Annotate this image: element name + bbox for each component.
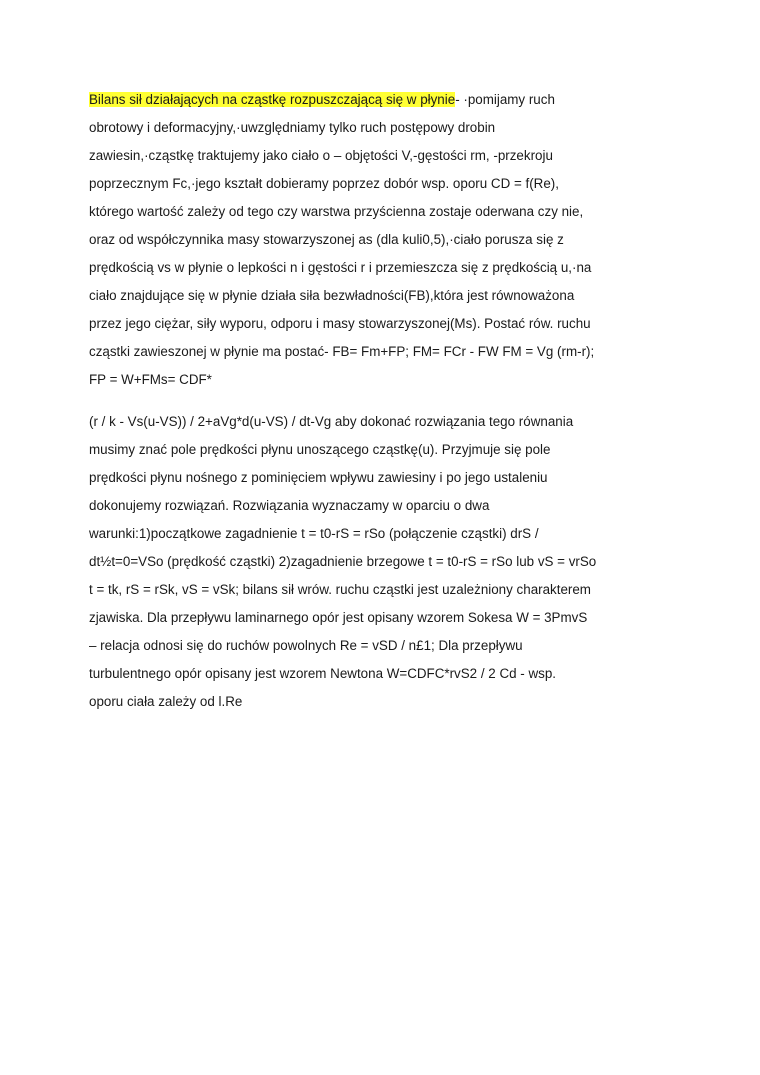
paragraph-1-line-first [89,86,689,114]
paragraph-1-line: ciało znajdujące się w płynie działa siła bezwładności(FB),która jest równoważona [89,288,575,303]
highlighted-heading: Bilans sił działających na cząstkę rozpuszczającą się w płynie [89,92,456,107]
paragraph-2 [89,408,689,716]
paragraph-1-line: cząstki zawieszonej w płynie ma postać- FB= Fm+FP; FM= FCr - FW FM = Vg (rm-r); [89,344,595,359]
paragraph-1-line: przez jego ciężar, siły wyporu, odporu i masy stowarzyszonej(Ms). Postać rów. ruchu [89,316,591,331]
paragraph-2-line: dt½t=0=VSo (prędkość cząstki) 2)zagadnienie brzegowe t = t0-rS = rSo lub vS = vrSo [89,554,597,569]
paragraph-1-line: prędkością vs w płynie o lepkości n i gęstości r i przemieszcza się z prędkością u,·na [89,260,592,275]
paragraph-2-line: dokonujemy rozwiązań. Rozwiązania wyznaczamy w oparciu o dwa [89,498,490,513]
paragraph-2-line: warunki:1)początkowe zagadnienie t = t0-rS = rSo (połączenie cząstki) drS / [89,526,539,541]
paragraph-1-line: którego wartość zależy od tego czy warstwa przyścienna zostaje oderwana czy nie, [89,204,584,219]
paragraph-2-line: – relacja odnosi się do ruchów powolnych Re = vSD / n£1; Dla przepływu [89,638,523,653]
paragraph-2-line: musimy znać pole prędkości płynu unoszącego cząstkę(u). Przyjmuje się pole [89,442,551,457]
first-line-rest: - ·pomijamy ruch [455,92,555,107]
paragraph-2-line: turbulentnego opór opisany jest wzorem Newtona W=CDFC*rvS2 / 2 Cd - wsp. [89,666,557,681]
paragraph-2-line: (r / k - Vs(u-VS)) / 2+aVg*d(u-VS) / dt-Vg aby dokonać rozwiązania tego równania [89,414,574,429]
paragraph-2-line: prędkości płynu nośnego z pominięciem wpływu zawiesiny i po jego ustaleniu [89,470,548,485]
paragraph-1-line: zawiesin,·cząstkę traktujemy jako ciało o – objętości V,-gęstości rm, -przekroju [89,148,553,163]
paragraph-2-line: t = tk, rS = rSk, vS = vSk; bilans sił wrów. ruchu cząstki jest uzależniony charakterem [89,582,591,597]
paragraph-1-line: obrotowy i deformacyjny,·uwzględniamy tylko ruch postępowy drobin [89,120,496,135]
paragraph-1-line: oraz od współczynnika masy stowarzyszonej as (dla kuli0,5),·ciało porusza się z [89,232,564,247]
paragraph-1 [89,86,689,394]
paragraph-2-line: zjawiska. Dla przepływu laminarnego opór jest opisany wzorem Sokesa W = 3PmvS [89,610,588,625]
paragraph-1-line: FP = W+FMs= CDF* [89,372,212,387]
paragraph-1-line: poprzecznym Fc,·jego kształt dobieramy poprzez dobór wsp. oporu CD = f(Re), [89,176,559,191]
paragraph-2-line: oporu ciała zależy od l.Re [89,694,243,709]
